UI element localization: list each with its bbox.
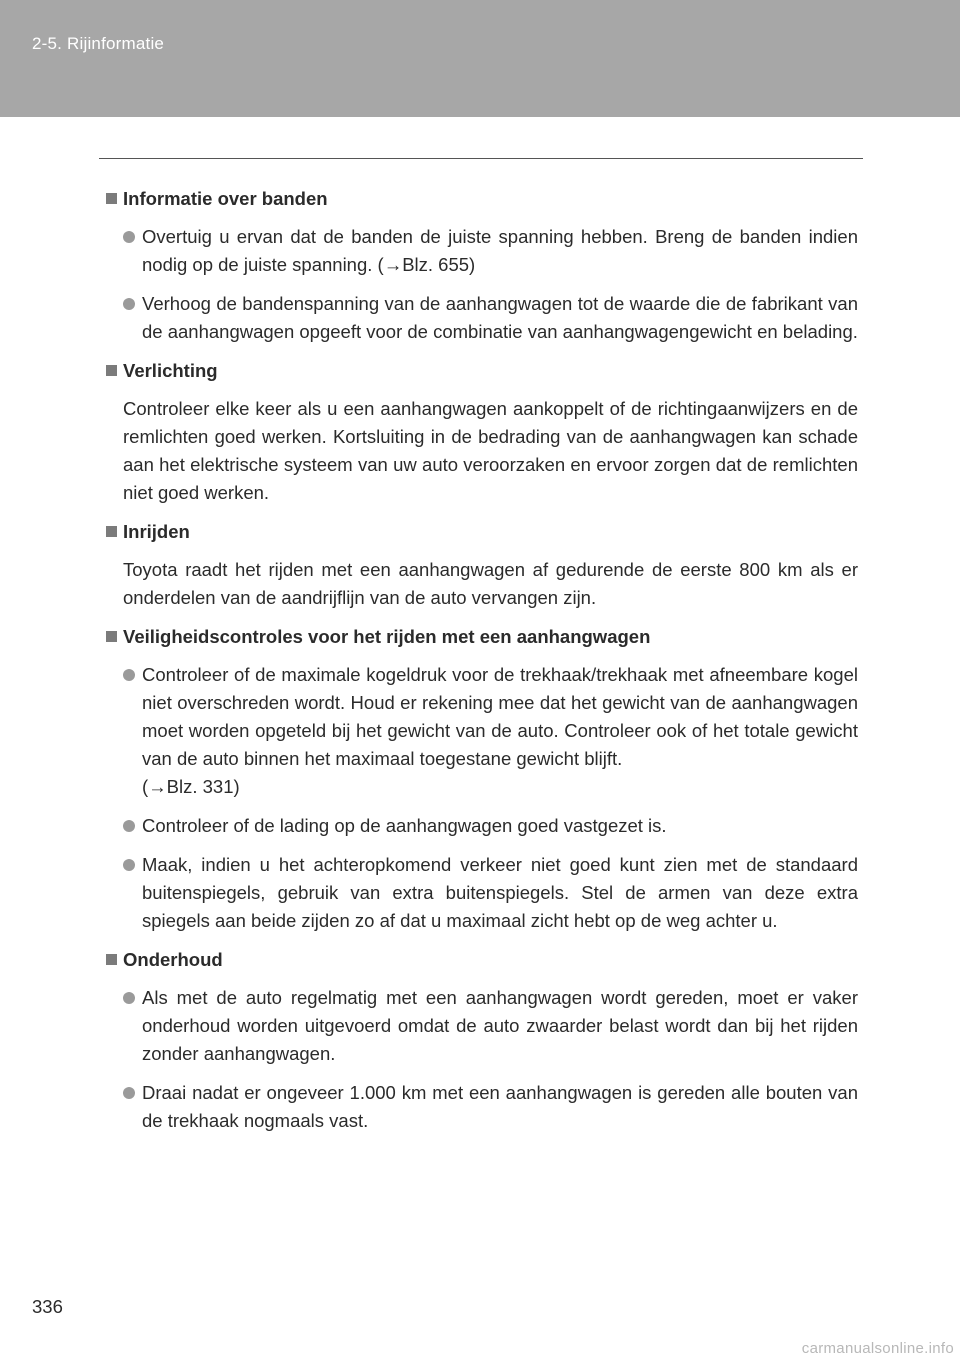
list-item	[106, 812, 858, 840]
list-item	[106, 851, 858, 935]
bullet-text: Controleer of de lading op de aanhangwagen goed vastgezet is.	[142, 815, 667, 836]
round-bullet-icon	[123, 231, 135, 243]
round-bullet-icon	[123, 820, 135, 832]
square-bullet-icon	[106, 526, 117, 537]
square-bullet-icon	[106, 631, 117, 642]
list-item	[106, 661, 858, 801]
section-paragraph: Controleer elke keer als u een aanhangwagen aankoppelt of de richtingaanwijzers en de remlichten goed werken. Kortsluiting in de bedrading van de aanhangwagen kan schade aan het elektrische systeem van uw auto veroorzaken en ervoor zorgen dat de remlichten niet goed werken.	[123, 398, 858, 503]
round-bullet-icon	[123, 669, 135, 681]
section-heading-veiligheidscontroles	[106, 623, 858, 651]
square-bullet-icon	[106, 954, 117, 965]
section-heading-banden	[106, 185, 858, 213]
header-bar	[0, 0, 960, 117]
list-item	[106, 984, 858, 1068]
list-item	[106, 290, 858, 346]
section-heading-verlichting	[106, 357, 858, 385]
round-bullet-icon	[123, 298, 135, 310]
heading-text: Verlichting	[123, 360, 218, 381]
round-bullet-icon	[123, 992, 135, 1004]
heading-text: Onderhoud	[123, 949, 223, 970]
list-item	[106, 223, 858, 279]
bullet-text: Overtuig u ervan dat de banden de juiste spanning hebben. Breng de banden indien nodig op de juiste spanning. (→Blz. 655)	[142, 226, 858, 275]
page-reference: (→Blz. 331)	[142, 776, 240, 797]
heading-text: Informatie over banden	[123, 188, 328, 209]
section-title: 2-5. Rijinformatie	[32, 34, 165, 53]
heading-text: Veiligheidscontroles voor het rijden met een aanhangwagen	[123, 626, 651, 647]
square-bullet-icon	[106, 193, 117, 204]
list-item	[106, 1079, 858, 1135]
page-content	[106, 185, 858, 1135]
round-bullet-icon	[123, 1087, 135, 1099]
divider-rule	[99, 158, 863, 159]
bullet-text: Maak, indien u het achteropkomend verkeer niet goed kunt zien met de standaard buitenspiegels, gebruik van extra buitenspiegels. Stel de armen van deze extra spiegels aan beide zijden zo af dat u maximaal zicht hebt op de weg achter u.	[142, 854, 858, 931]
square-bullet-icon	[106, 365, 117, 376]
bullet-text: Controleer of de maximale kogeldruk voor de trekhaak/trekhaak met afneembare kogel niet overschreden wordt. Houd er rekening mee dat het gewicht van de aanhangwagen moet worden opgeteld bij het gewicht van de auto. Controleer ook of het totale gewicht van de auto binnen het maximaal toegestane gewicht blijft.	[142, 664, 858, 769]
section-heading-inrijden	[106, 518, 858, 546]
section-heading-onderhoud	[106, 946, 858, 974]
heading-text: Inrijden	[123, 521, 190, 542]
bullet-text: Als met de auto regelmatig met een aanhangwagen wordt gereden, moet er vaker onderhoud worden uitgevoerd omdat de auto zwaarder belast wordt dan bij het rijden zonder aanhangwagen.	[142, 987, 858, 1064]
page-number: 336	[32, 1296, 63, 1317]
round-bullet-icon	[123, 859, 135, 871]
watermark: carmanualsonline.info	[801, 1340, 954, 1357]
bullet-text: Draai nadat er ongeveer 1.000 km met een aanhangwagen is gereden alle bouten van de trekhaak nogmaals vast.	[142, 1082, 858, 1131]
section-paragraph: Toyota raadt het rijden met een aanhangwagen af gedurende de eerste 800 km als er onderdelen van de aandrijflijn van de auto vervangen zijn.	[123, 559, 858, 608]
bullet-text: Verhoog de bandenspanning van de aanhangwagen tot de waarde die de fabrikant van de aanhangwagen opgeeft voor de combinatie van aanhangwagengewicht en belading.	[142, 293, 858, 342]
